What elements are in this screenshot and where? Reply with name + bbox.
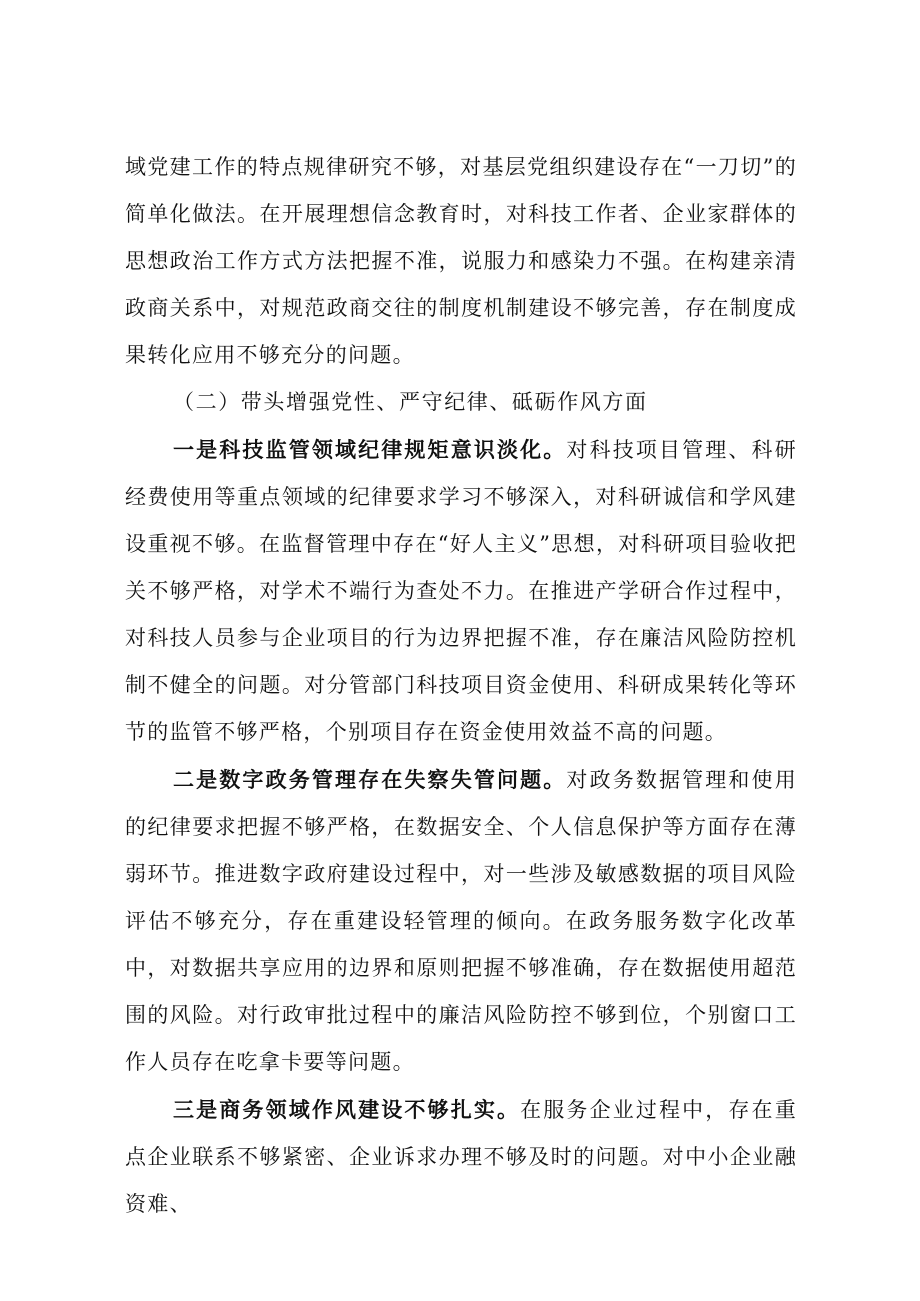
item-lead: 二是数字政务管理存在失察失管问题。 <box>173 767 567 792</box>
item-lead: 三是商务领域作风建设不够扎实。 <box>173 1097 521 1122</box>
continued-paragraph <box>125 144 797 379</box>
item-text: 对科技项目管理、科研经费使用等重点领域的纪律要求学习不够深入，对科研诚信和学风建设重视不够。在监督管理中存在“好人主义”思想，对科研项目验收把关不够严格，对学术不端行为查处不力。在推进产学研合作过程中，对科技人员参与企业项目的行为边界把握不准，存在廉洁风险防控机制不健全的问题。对分管部门科技项目资金使用、科研成果转化等环节的监管不够严格，个别项目存在资金使用效益不高的问题。 <box>125 438 797 744</box>
item-lead: 一是科技监管领域纪律规矩意识淡化。 <box>173 437 567 462</box>
paragraph-text: 域党建工作的特点规律研究不够，对基层党组织建设存在“一刀切”的简单化做法。在开展理想信念教育时，对科技工作者、企业家群体的思想政治工作方式方法把握不准，说服力和感染力不强。在构建亲清政商关系中，对规范政商交往的制度机制建设不够完善，存在制度成果转化应用不够充分的问题。 <box>125 155 797 367</box>
item-text: 对政务数据管理和使用的纪律要求把握不够严格，在数据安全、个人信息保护等方面存在薄弱环节。推进数字政府建设过程中，对一些涉及敏感数据的项目风险评估不够充分，存在重建设轻管理的倾向。在政务服务数字化改革中，对数据共享应用的边界和原则把握不够准确，存在数据使用超范围的风险。对行政审批过程中的廉洁风险防控不够到位，个别窗口工作人员存在吃拿卡要等问题。 <box>125 768 797 1074</box>
item-paragraph-1 <box>125 426 797 756</box>
item-paragraph-3 <box>125 1086 797 1228</box>
item-paragraph-2 <box>125 756 797 1086</box>
section-heading: （二）带头增强党性、严守纪律、砥砺作风方面 <box>173 390 648 414</box>
item-text: 在服务企业过程中，存在重点企业联系不够紧密、企业诉求办理不够及时的问题。对中小企业融资难、 <box>125 1098 798 1216</box>
document-body <box>125 144 797 1228</box>
